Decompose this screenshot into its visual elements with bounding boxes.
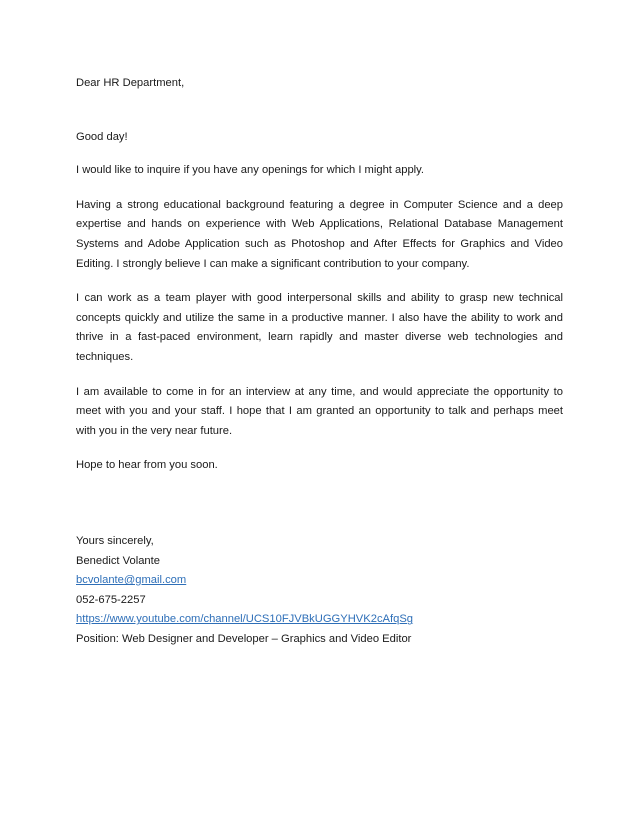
signature-block <box>76 532 563 650</box>
paragraph-availability: I am available to come in for an interview at any time, and would appreciate the opportunity to meet with you and your staff. I hope that I am granted an opportunity to talk and perhaps meet with you in the very near future. <box>76 385 563 437</box>
youtube-link[interactable]: https://www.youtube.com/channel/UCS10FJVBkUGGYHVK2cAfqSg <box>76 613 414 626</box>
signoff: Yours sincerely, <box>76 534 154 547</box>
paragraph-inquiry: I would like to inquire if you have any openings for which I might apply. <box>76 164 425 177</box>
paragraph-skills: I can work as a team player with good interpersonal skills and ability to grasp new technical concepts quickly and utilize the same in a productive manner. I also have the ability to work and thrive in a fast-paced environment, learn rapidly and master diverse web technologies and techniques. <box>76 292 563 363</box>
sender-name: Benedict Volante <box>76 554 160 567</box>
letter-body <box>76 74 563 649</box>
salutation: Dear HR Department, <box>76 77 185 89</box>
paragraph-background: Having a strong educational background featuring a degree in Computer Science and a deep expertise and hands on experience with Web Applications, Relational Database Management Systems and Adobe Application such as Photoshop and After Effects for Graphics and Video Editing. I strongly believe I can make a significant contribution to your company. <box>76 198 563 270</box>
phone-number: 052-675-2257 <box>76 593 146 606</box>
position-line: Position: Web Designer and Developer – Graphics and Video Editor <box>76 632 412 645</box>
greeting: Good day! <box>76 130 128 143</box>
closing-note: Hope to hear from you soon. <box>76 459 218 472</box>
email-link[interactable]: bcvolante@gmail.com <box>76 574 187 587</box>
